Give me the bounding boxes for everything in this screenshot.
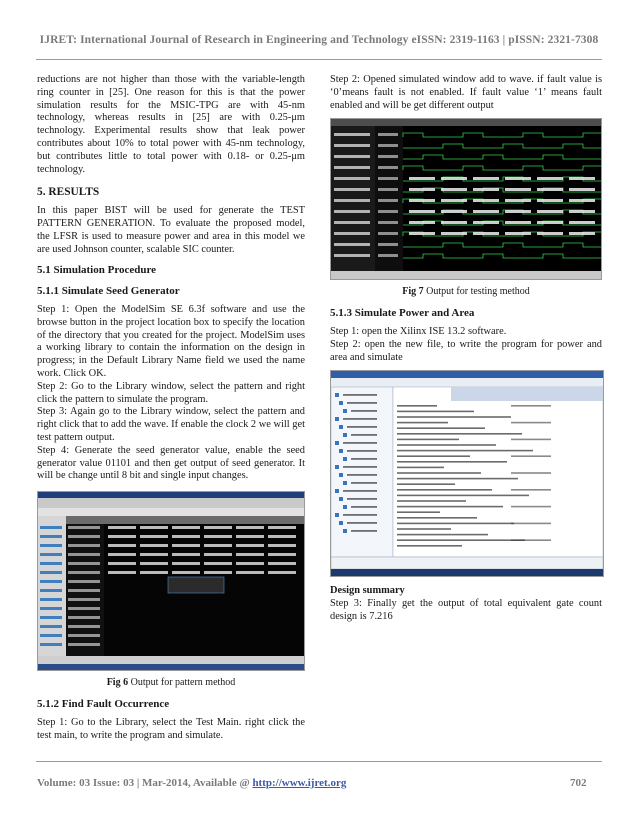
intro-paragraph: reductions are not higher than those with the variable-length ring counter in [25]. One reason for this is that the power simulation results for the MSIC-TPG are with 45-nm technology, whereas results in [25] are with 0.25-μm technology. Experimental results show that leak power contributes about 10% to total power with 45-nm technology, but contributes little to total power with 0.18- or 0.25-μm technology. bbox=[37, 74, 305, 175]
fig7-caption-text: Output for testing method bbox=[423, 286, 530, 298]
fig6-caption-text: Output for pattern method bbox=[128, 677, 236, 689]
design-summary-title: Design summary bbox=[330, 585, 405, 597]
section-results-title: 5. RESULTS bbox=[37, 186, 100, 199]
right-column bbox=[330, 74, 602, 624]
xilinx-step-2-text: Step 2: open the new file, to write the program for power and area and simulate bbox=[330, 338, 602, 363]
fault-step-2-text: Step 2: Opened simulated window add to wave. if fault value is ‘0’means fault is not enabled. If fault value ‘1’ means fault enabled and will be get different output bbox=[330, 74, 602, 111]
xilinx-step-3-text: Step 3: Finally get the output of total equivalent gate count design is 7.216 bbox=[330, 598, 602, 622]
step-4-text: Step 4: Generate the seed generator value, enable the seed generator value 01101 and then get output of seed generator. It will be change until 8 bit and single input changes. bbox=[37, 444, 305, 482]
power-area-title: 5.1.3 Simulate Power and Area bbox=[330, 307, 475, 320]
fig7-label: Fig 7 bbox=[402, 286, 424, 298]
journal-link[interactable]: http://www.ijret.org bbox=[252, 777, 347, 789]
step-2-text: Step 2: Go to the Library window, select the pattern and right click the pattern to simulate the program. bbox=[37, 380, 305, 405]
fig7-waveform-screenshot bbox=[330, 118, 602, 280]
step-3-text: Step 3: Again go to the Library window, select the pattern and right click that to add the wave. If enable the clock 2 we will get test pattern output. bbox=[37, 406, 305, 443]
fault-step-1-text: Step 1: Go to the Library, select the Test Main. right click the test main, to write the program and simulate. bbox=[37, 716, 305, 741]
fig7-caption bbox=[330, 286, 602, 299]
xilinx-step-1-text: Step 1: open the Xilinx ISE 13.2 software. bbox=[330, 325, 507, 337]
header-divider bbox=[36, 59, 602, 60]
section-results-text: In this paper BIST will be used for generate the TEST PATTERN GENERATION. To evaluate the proposed model, the LFSR is used to measure power and area in this model we are used Johnson counter, scalable SIC counter. bbox=[37, 205, 305, 255]
fault-occurrence-title: 5.1.2 Find Fault Occurrence bbox=[37, 697, 170, 710]
footer-volume-text: Volume: 03 Issue: 03 | Mar-2014, Available @ bbox=[37, 777, 253, 789]
xilinx-ise-screenshot bbox=[330, 370, 604, 577]
step-1-text: Step 1: Open the ModelSim SE 6.3f software and use the browse button in the project location box to specify the location of the directory that you created for the project. ModelSim uses a working library to contain the information on the design in progress; in the Default Library Name field we used the name work. Click OK. bbox=[37, 303, 305, 379]
seed-generator-title: 5.1.1 Simulate Seed Generator bbox=[37, 285, 180, 298]
page-number: 702 bbox=[570, 777, 587, 789]
left-column bbox=[37, 74, 305, 742]
simulation-procedure-title: 5.1 Simulation Procedure bbox=[37, 264, 157, 277]
journal-header: IJRET: International Journal of Research in Engineering and Technology eISSN: 2319-1163 | pISSN: 2321-7308 bbox=[39, 34, 599, 46]
fig6-modelsim-screenshot bbox=[37, 491, 305, 671]
footer-volume bbox=[37, 777, 346, 789]
fig6-caption bbox=[37, 677, 305, 690]
fig6-label: Fig 6 bbox=[106, 677, 129, 689]
footer-divider bbox=[36, 761, 602, 762]
